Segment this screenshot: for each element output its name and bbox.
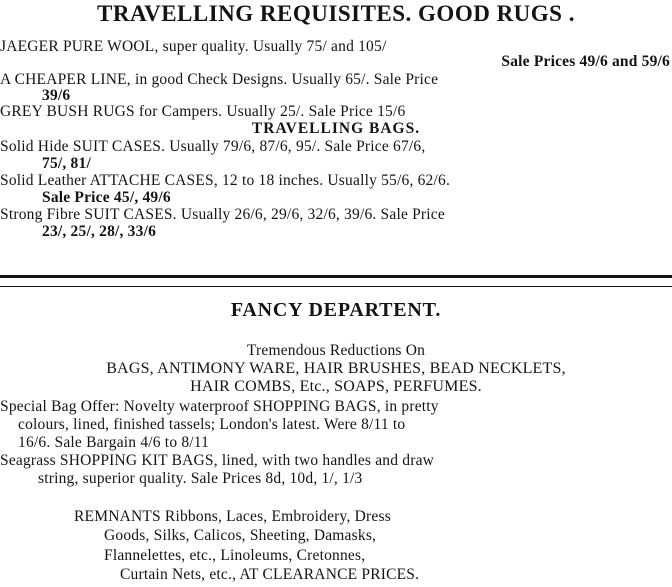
text-line: Special Bag Offer: Novelty waterproof SHOPPING BAGS, in pretty (0, 398, 439, 415)
text-line: GREY BUSH RUGS for Campers. Usually 25/. Sale Price 15/6 (0, 103, 406, 120)
section-title-fancy: FANCY DEPARTENT. (230, 299, 442, 321)
text-line: colours, lined, finished tassels; London's latest. Were 8/11 to (18, 416, 406, 433)
text-line: Sale Price 45/, 49/6 (42, 189, 171, 206)
text-line: 16/6. Sale Bargain 4/6 to 8/11 (18, 434, 210, 451)
text-line: string, superior quality. Sale Prices 8d, 10d, 1/, 1/3 (38, 470, 363, 487)
text-line: Sale Prices 49/6 and 59/6 (501, 53, 670, 70)
remnants-line: Goods, Silks, Calicos, Sheeting, Damasks, (104, 527, 377, 544)
text-line: 75/, 81/ (42, 155, 91, 172)
text-line: Solid Leather ATTACHE CASES, 12 to 18 inches. Usually 55/6, 62/6. (0, 172, 451, 189)
intro-line: Tremendous Reductions On (246, 342, 426, 359)
section-title-travelling: TRAVELLING REQUISITES. GOOD RUGS . (97, 1, 575, 26)
text-line: 39/6 (42, 87, 71, 104)
text-line: Strong Fibre SUIT CASES. Usually 26/6, 29/6, 32/6, 39/6. Sale Price (0, 206, 445, 223)
remnants-line: Curtain Nets, etc., AT CLEARANCE PRICES. (120, 566, 420, 583)
text-line: A CHEAPER LINE, in good Check Designs. Usually 65/. Sale Price (0, 71, 439, 88)
text-line: Seagrass SHOPPING KIT BAGS, lined, with two handles and draw (0, 452, 435, 469)
text-line: JAEGER PURE WOOL, super quality. Usually 75/ and 105/ (0, 38, 387, 55)
text-line: Solid Hide SUIT CASES. Usually 79/6, 87/6, 95/. Sale Price 67/6, (0, 138, 426, 155)
subheading-travelling-bags: TRAVELLING BAGS. (251, 120, 421, 137)
section-divider (0, 275, 672, 287)
items-line: HAIR COMBS, Etc., SOAPS, PERFUMES. (190, 378, 482, 395)
text-line: 23/, 25/, 28/, 33/6 (42, 223, 157, 240)
items-line: BAGS, ANTIMONY WARE, HAIR BRUSHES, BEAD NECKLETS, (106, 360, 566, 377)
remnants-line: Flannelettes, etc., Linoleums, Cretonnes, (104, 547, 366, 564)
remnants-line: REMNANTS Ribbons, Laces, Embroidery, Dress (74, 508, 391, 525)
